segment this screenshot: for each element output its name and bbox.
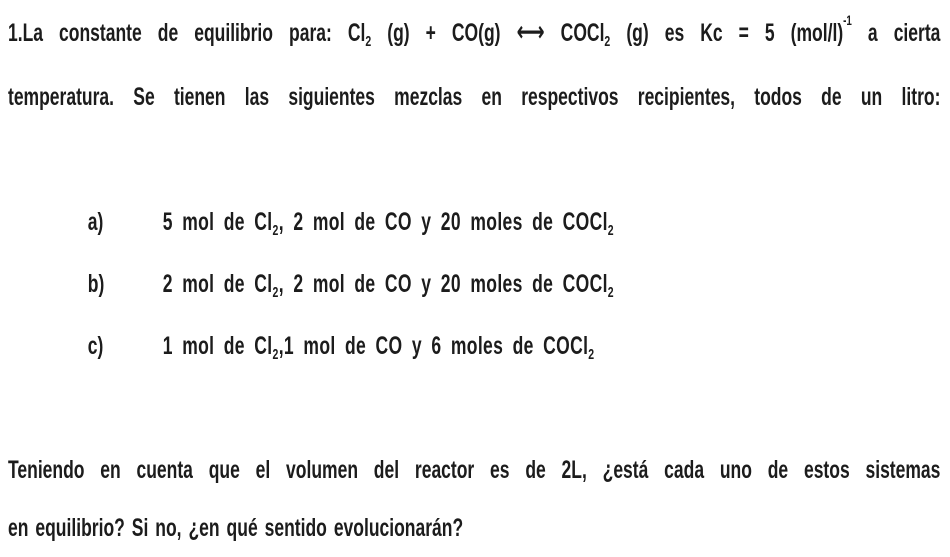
- closing-line-1: Teniendo en cuenta que el volumen del reactor es de 2L, ¿está cada uno de estos sistemas: [8, 456, 941, 484]
- item-label: c): [87, 332, 104, 360]
- closing-line-2: en equilibrio? Si no, ¿en qué sentido evolucionarán?: [8, 514, 464, 542]
- list-item-a: [8, 191, 950, 253]
- intro-paragraph: [8, 0, 950, 129]
- item-label: b): [87, 270, 105, 298]
- list-item-c: [8, 315, 950, 377]
- item-text: 1 mol de $Cl_2,1$ mol de CO y 6 moles de COCl$_2$: [162, 332, 595, 363]
- item-label: a): [87, 208, 104, 236]
- equilibrium-arrow-icon: ⟷: [516, 15, 545, 48]
- list-item-b: [8, 253, 950, 315]
- intro-line-1: 1.La constante de equilibrio para: $Cl_2$ (g) + CO(g) ⟷ COCl$_2$ (g) es Kc = 5 $(mol/l)^{-1}$ a cierta: [8, 12, 941, 50]
- mixture-list: [8, 191, 950, 377]
- item-text: 5 mol de $Cl_2$, 2 mol de CO y 20 moles de COCl$_2$: [162, 208, 614, 239]
- closing-paragraph: [8, 441, 950, 557]
- item-text: 2 mol de $Cl_2$, 2 mol de CO y 20 moles de COCl$_2$: [162, 270, 614, 301]
- intro-line-2: temperatura. Se tienen las siguientes mezclas en respectivos recipientes, todos de un litro:: [8, 83, 941, 111]
